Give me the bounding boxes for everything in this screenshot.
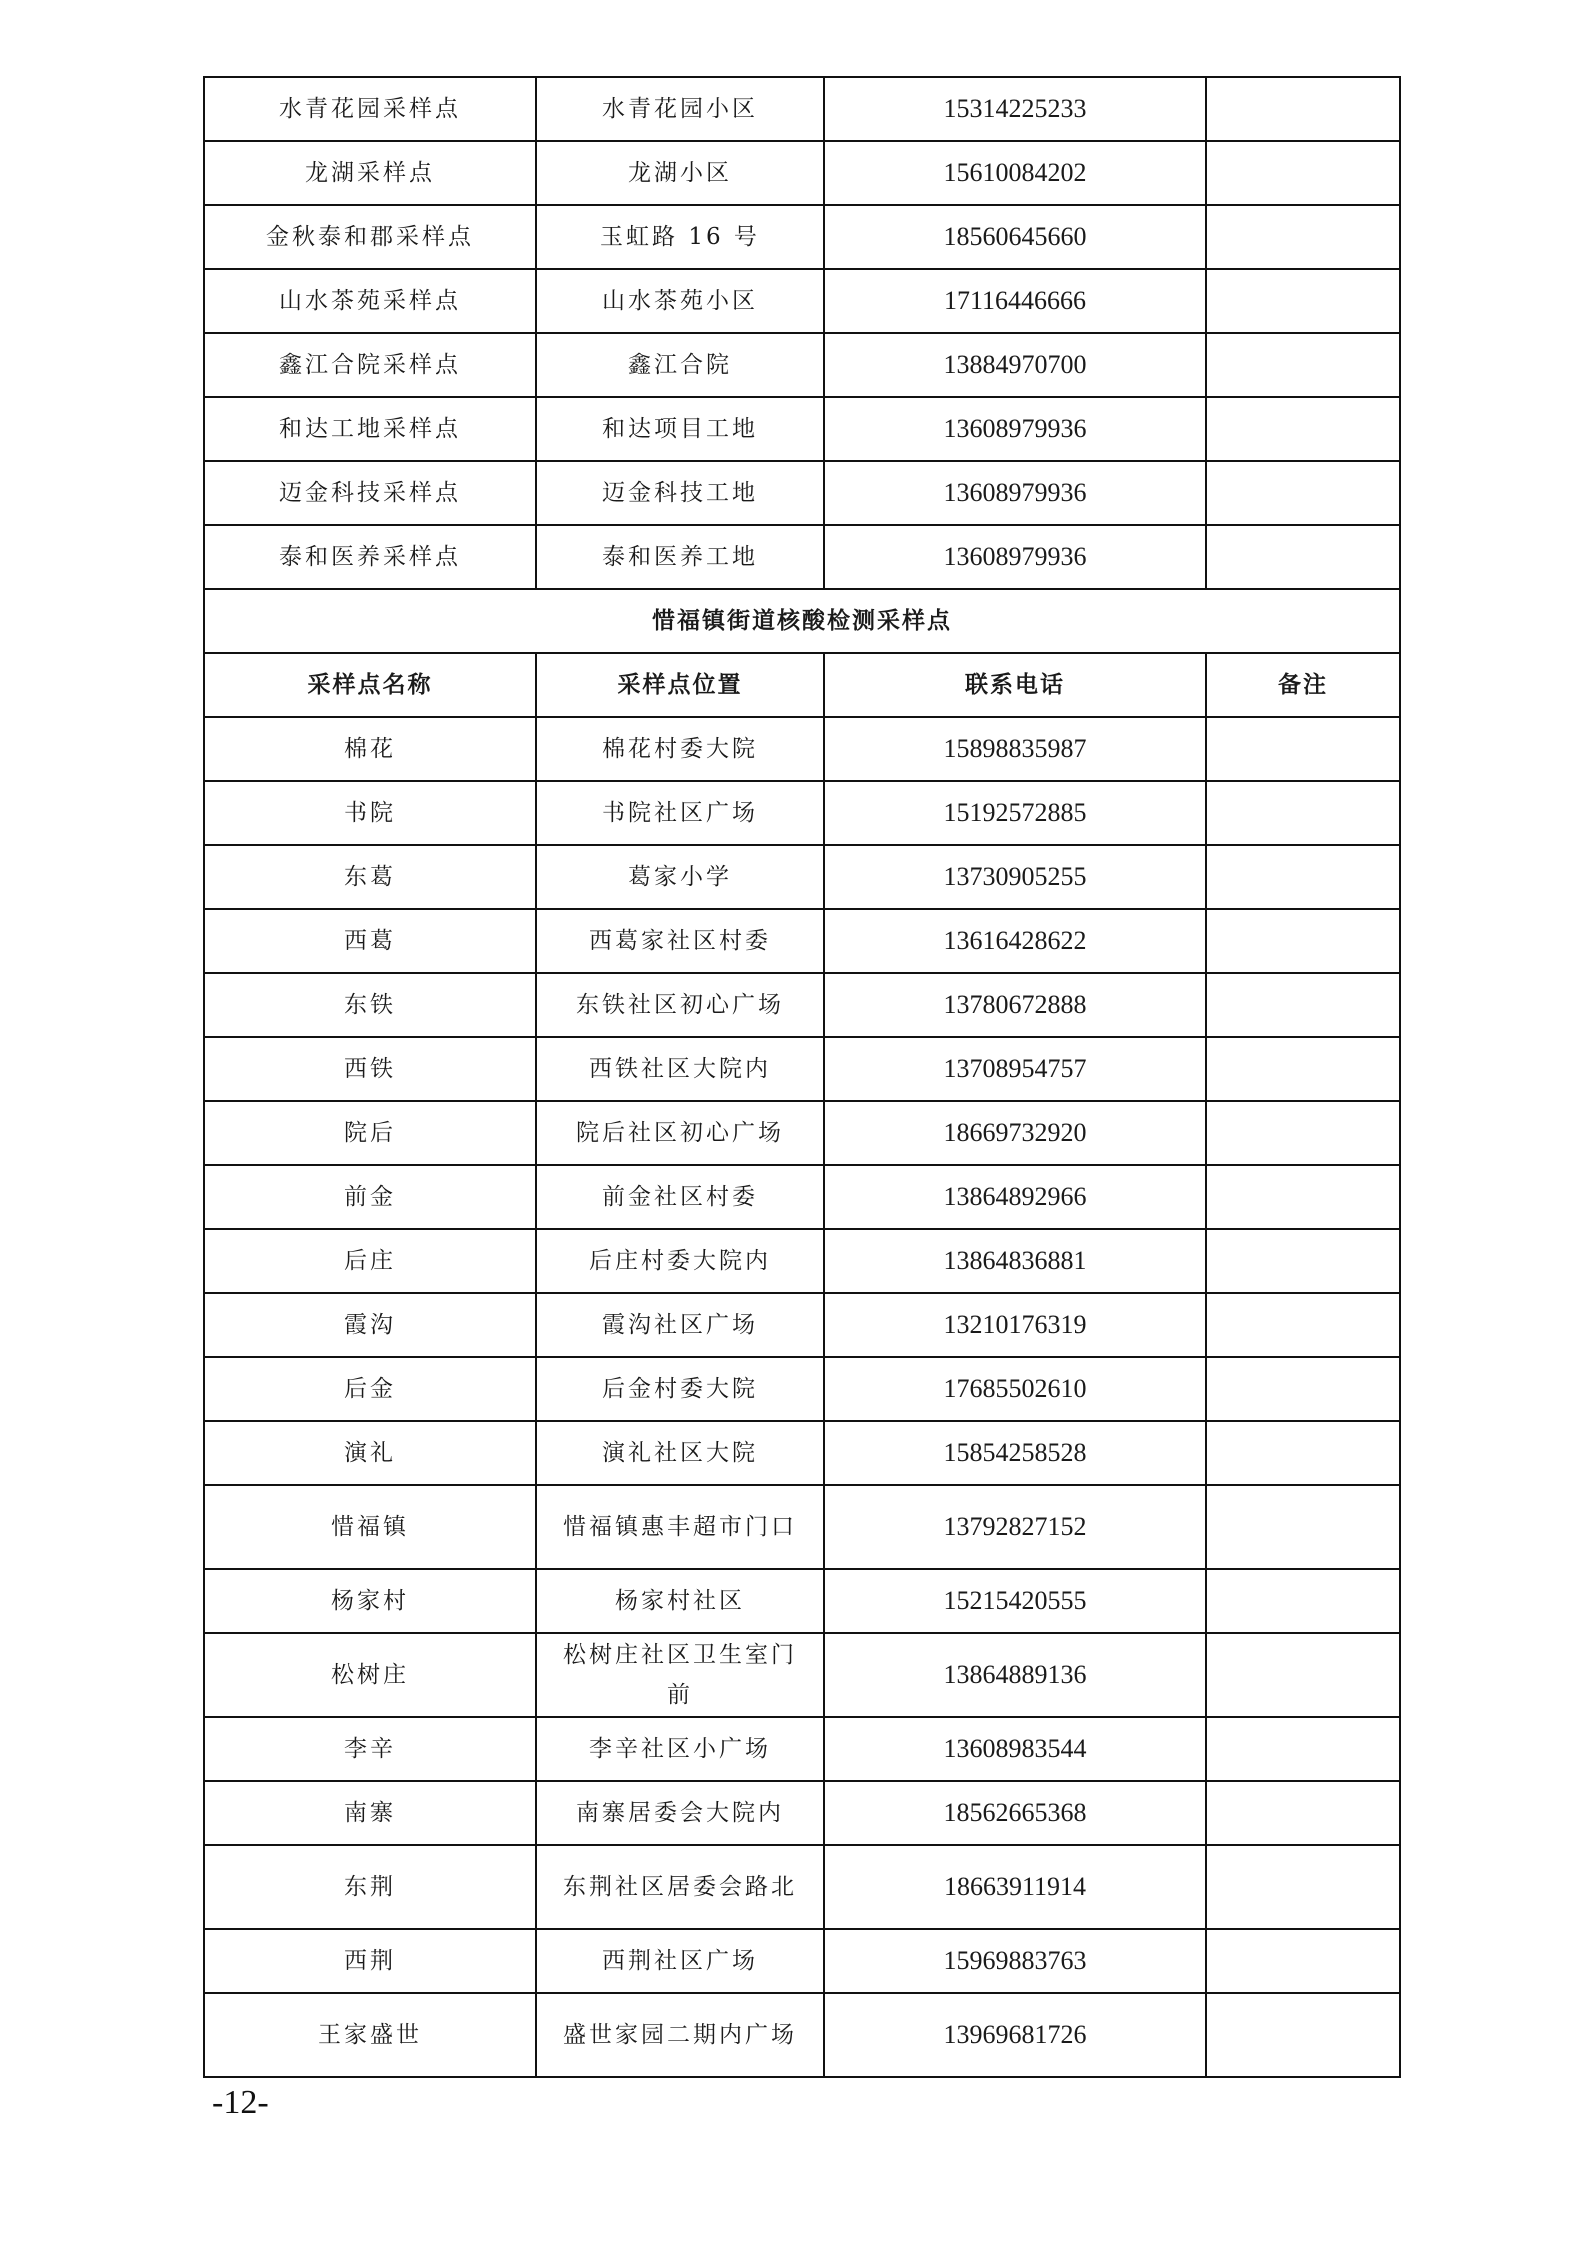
table-row <box>204 1781 1400 1845</box>
column-header-note: 备注 <box>1206 653 1400 717</box>
cell-note <box>1206 141 1400 205</box>
cell-note <box>1206 1165 1400 1229</box>
cell-note <box>1206 717 1400 781</box>
cell-location: 南寨居委会大院内 <box>536 1781 824 1845</box>
table-row <box>204 1717 1400 1781</box>
cell-location: 东铁社区初心广场 <box>536 973 824 1037</box>
table-row <box>204 717 1400 781</box>
cell-note <box>1206 1101 1400 1165</box>
cell-phone: 13210176319 <box>824 1293 1206 1357</box>
cell-phone: 15969883763 <box>824 1929 1206 1993</box>
cell-name: 水青花园采样点 <box>204 77 536 141</box>
cell-location: 龙湖小区 <box>536 141 824 205</box>
cell-note <box>1206 1357 1400 1421</box>
sampling-points-table <box>203 76 1401 2078</box>
cell-location: 李辛社区小广场 <box>536 1717 824 1781</box>
cell-phone: 15610084202 <box>824 141 1206 205</box>
table-row <box>204 1845 1400 1929</box>
cell-phone: 13608979936 <box>824 397 1206 461</box>
cell-note <box>1206 1421 1400 1485</box>
table-body-section <box>204 717 1400 2077</box>
table-row <box>204 333 1400 397</box>
cell-note <box>1206 1781 1400 1845</box>
cell-name: 惜福镇 <box>204 1485 536 1569</box>
cell-phone: 13608979936 <box>824 461 1206 525</box>
cell-note <box>1206 1293 1400 1357</box>
cell-location: 西荆社区广场 <box>536 1929 824 1993</box>
table-row <box>204 1293 1400 1357</box>
cell-name: 西葛 <box>204 909 536 973</box>
cell-name: 泰和医养采样点 <box>204 525 536 589</box>
cell-name: 南寨 <box>204 1781 536 1845</box>
cell-name: 龙湖采样点 <box>204 141 536 205</box>
cell-phone: 18663911914 <box>824 1845 1206 1929</box>
cell-location: 霞沟社区广场 <box>536 1293 824 1357</box>
cell-location: 杨家村社区 <box>536 1569 824 1633</box>
cell-location: 迈金科技工地 <box>536 461 824 525</box>
cell-phone: 15854258528 <box>824 1421 1206 1485</box>
cell-phone: 18669732920 <box>824 1101 1206 1165</box>
cell-phone: 17685502610 <box>824 1357 1206 1421</box>
cell-location: 演礼社区大院 <box>536 1421 824 1485</box>
table-row <box>204 205 1400 269</box>
cell-note <box>1206 1633 1400 1717</box>
cell-name: 杨家村 <box>204 1569 536 1633</box>
cell-note <box>1206 845 1400 909</box>
cell-phone: 15314225233 <box>824 77 1206 141</box>
cell-location: 前金社区村委 <box>536 1165 824 1229</box>
cell-note <box>1206 77 1400 141</box>
cell-location: 院后社区初心广场 <box>536 1101 824 1165</box>
cell-name: 霞沟 <box>204 1293 536 1357</box>
cell-note <box>1206 1037 1400 1101</box>
cell-phone: 17116446666 <box>824 269 1206 333</box>
cell-name: 李辛 <box>204 1717 536 1781</box>
cell-name: 西荆 <box>204 1929 536 1993</box>
section-header <box>204 589 1400 717</box>
section-title: 惜福镇街道核酸检测采样点 <box>204 589 1400 653</box>
cell-location: 西葛家社区村委 <box>536 909 824 973</box>
cell-phone: 13969681726 <box>824 1993 1206 2077</box>
cell-phone: 18562665368 <box>824 1781 1206 1845</box>
cell-note <box>1206 973 1400 1037</box>
cell-phone: 13608979936 <box>824 525 1206 589</box>
cell-location: 泰和医养工地 <box>536 525 824 589</box>
cell-name: 和达工地采样点 <box>204 397 536 461</box>
cell-name: 王家盛世 <box>204 1993 536 2077</box>
cell-note <box>1206 1485 1400 1569</box>
cell-name: 院后 <box>204 1101 536 1165</box>
cell-location: 山水茶苑小区 <box>536 269 824 333</box>
cell-name: 棉花 <box>204 717 536 781</box>
table-row <box>204 845 1400 909</box>
cell-location: 惜福镇惠丰超市门口 <box>536 1485 824 1569</box>
cell-location: 和达项目工地 <box>536 397 824 461</box>
cell-location: 东荆社区居委会路北 <box>536 1845 824 1929</box>
cell-location: 西铁社区大院内 <box>536 1037 824 1101</box>
table-row <box>204 973 1400 1037</box>
column-header-name: 采样点名称 <box>204 653 536 717</box>
cell-phone: 13708954757 <box>824 1037 1206 1101</box>
cell-name: 迈金科技采样点 <box>204 461 536 525</box>
cell-note <box>1206 1929 1400 1993</box>
page-number: -12- <box>212 2084 269 2121</box>
cell-phone: 15898835987 <box>824 717 1206 781</box>
cell-phone: 13864836881 <box>824 1229 1206 1293</box>
table-row <box>204 1485 1400 1569</box>
cell-location: 后庄村委大院内 <box>536 1229 824 1293</box>
cell-name: 后金 <box>204 1357 536 1421</box>
cell-phone: 15215420555 <box>824 1569 1206 1633</box>
table-body-top <box>204 77 1400 589</box>
cell-phone: 18560645660 <box>824 205 1206 269</box>
cell-name: 演礼 <box>204 1421 536 1485</box>
cell-phone: 15192572885 <box>824 781 1206 845</box>
cell-phone: 13780672888 <box>824 973 1206 1037</box>
table-row <box>204 1929 1400 1993</box>
table-row <box>204 1101 1400 1165</box>
column-header-location: 采样点位置 <box>536 653 824 717</box>
cell-note <box>1206 269 1400 333</box>
table-row <box>204 77 1400 141</box>
cell-phone: 13864892966 <box>824 1165 1206 1229</box>
cell-note <box>1206 397 1400 461</box>
cell-location: 书院社区广场 <box>536 781 824 845</box>
cell-location: 玉虹路 16 号 <box>536 205 824 269</box>
table-row <box>204 1633 1400 1717</box>
cell-name: 金秋泰和郡采样点 <box>204 205 536 269</box>
cell-note <box>1206 1569 1400 1633</box>
cell-note <box>1206 781 1400 845</box>
table-row <box>204 1357 1400 1421</box>
table-row <box>204 1229 1400 1293</box>
section-title-row <box>204 589 1400 653</box>
cell-name: 东葛 <box>204 845 536 909</box>
cell-phone: 13616428622 <box>824 909 1206 973</box>
cell-note <box>1206 461 1400 525</box>
cell-phone: 13864889136 <box>824 1633 1206 1717</box>
table-row <box>204 525 1400 589</box>
cell-phone: 13884970700 <box>824 333 1206 397</box>
cell-name: 后庄 <box>204 1229 536 1293</box>
table-row <box>204 1165 1400 1229</box>
cell-name: 山水茶苑采样点 <box>204 269 536 333</box>
table-row <box>204 461 1400 525</box>
cell-note <box>1206 1229 1400 1293</box>
cell-phone: 13792827152 <box>824 1485 1206 1569</box>
cell-name: 鑫江合院采样点 <box>204 333 536 397</box>
cell-name: 东铁 <box>204 973 536 1037</box>
cell-note <box>1206 909 1400 973</box>
table-row <box>204 141 1400 205</box>
table-row <box>204 397 1400 461</box>
table-row <box>204 269 1400 333</box>
table-row <box>204 1993 1400 2077</box>
cell-note <box>1206 1717 1400 1781</box>
table-row <box>204 909 1400 973</box>
column-header-row <box>204 653 1400 717</box>
cell-location: 鑫江合院 <box>536 333 824 397</box>
cell-location: 棉花村委大院 <box>536 717 824 781</box>
cell-note <box>1206 1993 1400 2077</box>
cell-name: 东荆 <box>204 1845 536 1929</box>
cell-note <box>1206 333 1400 397</box>
cell-location: 后金村委大院 <box>536 1357 824 1421</box>
table-row <box>204 781 1400 845</box>
column-header-phone: 联系电话 <box>824 653 1206 717</box>
cell-name: 前金 <box>204 1165 536 1229</box>
cell-name: 松树庄 <box>204 1633 536 1717</box>
cell-name: 书院 <box>204 781 536 845</box>
cell-name: 西铁 <box>204 1037 536 1101</box>
cell-location: 葛家小学 <box>536 845 824 909</box>
table-row <box>204 1569 1400 1633</box>
cell-note <box>1206 1845 1400 1929</box>
cell-phone: 13730905255 <box>824 845 1206 909</box>
table-row <box>204 1037 1400 1101</box>
cell-location: 松树庄社区卫生室门前 <box>536 1633 824 1717</box>
cell-note <box>1206 525 1400 589</box>
cell-location: 盛世家园二期内广场 <box>536 1993 824 2077</box>
cell-location: 水青花园小区 <box>536 77 824 141</box>
cell-note <box>1206 205 1400 269</box>
cell-phone: 13608983544 <box>824 1717 1206 1781</box>
table-row <box>204 1421 1400 1485</box>
